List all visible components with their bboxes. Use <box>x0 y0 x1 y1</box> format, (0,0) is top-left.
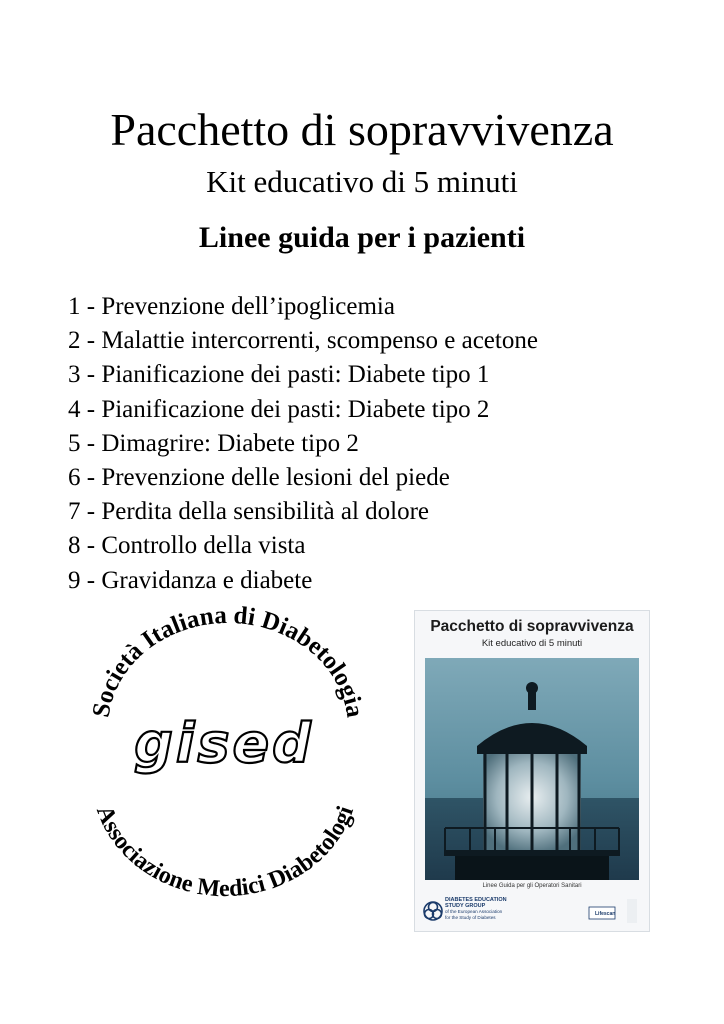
topic-list <box>68 290 538 598</box>
cover-org-line: STUDY GROUP <box>445 903 486 910</box>
cover-org-line: of the European Association <box>445 909 503 915</box>
svg-text:Società Italiana di Diabetolog <box>88 602 369 720</box>
list-item: 1 - Prevenzione dell’ipoglicemia <box>68 293 395 320</box>
cover-subtitle: Kit educativo di 5 minuti <box>481 638 583 649</box>
section-heading: Linee guida per i pazienti <box>198 221 526 254</box>
list-item: 6 - Prevenzione delle lesioni del piede <box>68 464 450 492</box>
list-item: 5 - Dimagrire: Diabete tipo 2 <box>68 429 359 457</box>
document-title: Pacchetto di sopravvivenza <box>110 104 614 155</box>
lighthouse-photo <box>425 658 639 880</box>
list-item: 9 - Gravidanza e diabete <box>68 566 313 594</box>
list-item: 4 - Pianificazione dei pasti: Diabete tipo 2 <box>68 395 490 423</box>
list-item: 7 - Perdita della sensibilità al dolore <box>68 498 430 526</box>
seal-center-logo: gised <box>134 712 314 775</box>
society-seal <box>60 600 390 910</box>
list-item: 2 - Malattie intercorrenti, scompenso e acetone <box>68 327 538 355</box>
seal-bottom-arc: Associazione Medici Diabetologi <box>90 802 359 903</box>
list-item: 8 - Controllo della vista <box>68 532 306 560</box>
cover-publisher-logo: Lifescan <box>595 911 616 917</box>
list-item: 3 - Pianificazione dei pasti: Diabete tipo 1 <box>68 361 490 389</box>
seal-top-arc: Società Italiana di Diabetologia <box>87 601 369 720</box>
cover-title: Pacchetto di sopravvivenza <box>430 618 634 635</box>
cover-org-line: DIABETES EDUCATION <box>445 897 507 903</box>
cover-org-line: for the Study of Diabetes <box>445 914 496 920</box>
document-subtitle: Kit educativo di 5 minuti <box>206 164 518 199</box>
cover-organization <box>445 897 507 920</box>
svg-text:Associazione Medici Diabetolog <box>91 802 359 902</box>
booklet-cover <box>414 610 650 932</box>
cover-caption: Linee Guida per gli Operatori Sanitari <box>482 883 582 889</box>
